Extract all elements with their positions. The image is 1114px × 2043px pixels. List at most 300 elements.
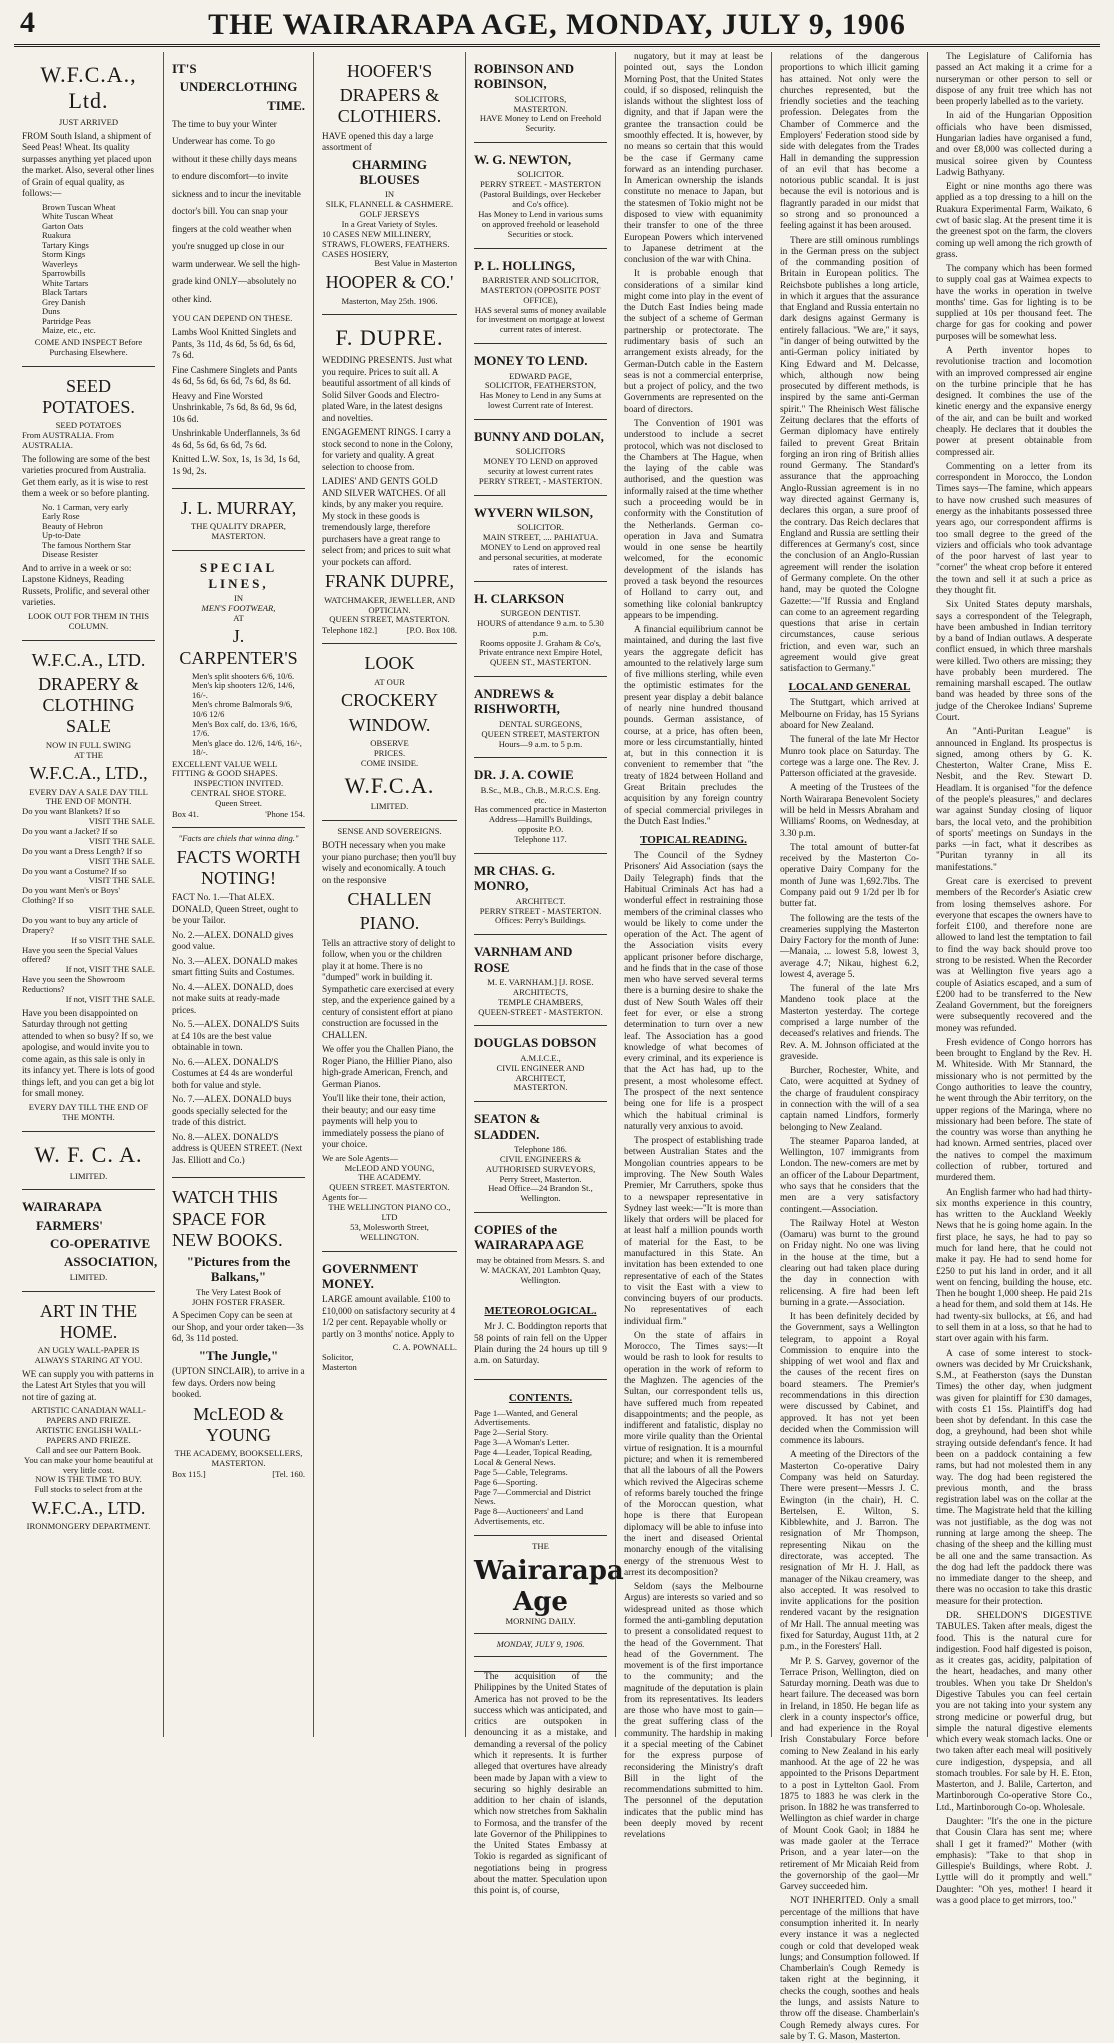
question-text: Have you seen the Showroom Reductions? <box>22 974 126 995</box>
murray-ad <box>172 489 305 551</box>
ad-phone: Telephone 182.] <box>322 625 378 636</box>
ad-brand-2: W.F.C.A., LTD., <box>29 763 148 784</box>
ad-footer: EVERY DAY TILL THE END OF THE MONTH. <box>28 1101 149 1122</box>
article-paragraph: Mr P. S. Garvey, governor of the Terrace Prison, Wellington, died on Saturday morning. Death was due to heart failure. The deceased was born in Ireland, in 1850. He began life as clerk in a county inspector's office, and had experience in the Royal Irish Constabulary Force before coming to New Zealand in his early manhood. At the age of 22 he was appointed to the Prisons Department to a post in Lyttelton Gaol. From 1875 to 1883 he was clerk in the prison. In 1882 he was transferred to Wellington as chief warder in charge of Mount Cook Gaol; in 1884 he was made gaoler at the Terrace Prison, and a year later—on the retirement of Mr Micaiah Reid from the governorship of the gaol—Mr Garvey succeeded him. <box>780 1656 919 1893</box>
professional-card <box>474 854 607 935</box>
ad-like: You'll like their tone, their action, their beauty; and our easy time payments will help you to immediately possess the piano of your choice. <box>322 1093 446 1150</box>
list-item: Brown Tuscan Wheat <box>42 201 116 212</box>
grain-list <box>22 203 155 336</box>
local-general-title: LOCAL AND GENERAL <box>788 681 911 694</box>
ad-subtitle: AN UGLY WALL-PAPER IS ALWAYS STARING AT YOU. <box>34 1345 143 1365</box>
card-line: CIVIL ENGINEER AND ARCHITECT, <box>496 1062 585 1083</box>
ad-body: The time to buy your Winter Underwear has come. To go without it these chilly days means to endure discomfort—to invite sickness and to incur the inevitable doctor's bill. You can snap your fingers at the cold weather when you're snugged up close in our warm underwear. We sell the high-grade kind ONLY—absolutely no other kind. <box>172 118 301 304</box>
article-paragraph: There are still ominous rumblings in the German press on the subject of the commanding position of Britain in European politics. The Reichsbote publishes a long article, in which it argues that the assurance that England and Russia entertain no dark designs against Germany is entirely fallacious. "We are," it says, "in danger of being outwitted by the anti-German policy initiated by King Edward and M. Delcasse, which, although now being prosecuted by different methods, is inspired by the same anti-German spirit." The Rheinisch West fälische Zeitung declares that the efforts of German diplomacy have entirely failed to prevent Great Britain forging an iron ring of British allies round Germany. The Standard's assurance that the approaching Anglo-Russian agreement is in no way directed against Germany is, declares this organ, a sure proof of the contrary. Das Reich declares that England and Russia are settling their differences at Germany's cost, since the conclusion of an Anglo-Russian agreement will render the isolation of Germany complete. On the other hand, may be quoted the Cologne Gazette:—"If Russia and England can come to an agreement regarding questions that arise in certain circumstances, cause serious friction, and even war, such an agreement would give great satisfaction to Germany." <box>780 235 919 675</box>
ad-come: COME INSIDE. <box>360 757 419 768</box>
ad-brand: W.F.C.A., LTD. <box>31 649 146 670</box>
list-item: Maize, etc., etc. <box>42 325 96 336</box>
ad-charming: CHARMING BLOUSES <box>351 156 428 188</box>
list-item: Unshrinkable Underflannels, 3s 6d 4s 6d, 5s 6d, 6s 6d, 7s 6d. <box>172 428 301 450</box>
ad-at: AT <box>233 612 244 623</box>
ad-latest: The Very Latest Book of <box>196 1286 281 1297</box>
card-line: Rooms opposite J. Graham & Co's, Private entrance next Empire Hotel, QUEEN ST., MASTERTON. <box>478 637 603 668</box>
ad-origin: From AUSTRALIA. From AUSTRALIA. <box>22 430 114 450</box>
ad-tel: [Tel. 160. <box>272 1468 305 1479</box>
card-line: MONEY to Lend on approved real and personal securities, at moderate rates of interest. <box>479 541 602 572</box>
ad-footer: LOOK OUT FOR THEM IN THIS COLUMN. <box>27 610 150 631</box>
card-name: W. G. NEWTON, <box>474 152 572 168</box>
card-line: MAIN STREET, .... PAHIATUA. <box>482 532 599 543</box>
ad-phone: 'Phone 154. <box>265 808 305 819</box>
question-answer: If not, VISIT THE SALE. <box>65 964 155 975</box>
ad-town: Masterton <box>322 1361 357 1372</box>
card-name: H. CLARKSON <box>474 590 565 606</box>
list-item: Duns <box>42 306 60 317</box>
ad-brand: W.F.C.A., LTD. <box>31 1498 146 1519</box>
contents-item: Page 5—Cable, Telegrams. <box>474 1466 568 1477</box>
article-paragraph: NOT INHERITED. Only a small percentage of the millions that have consumption inherited it. In nearly every instance it was a neglected cough or cold that developed weak lungs; and Consumption followed. If Chamberlain's Cough Remedy is taken right at the beginning, it checks the cough, soothes and heals the lungs, and assists Nature to throw off the disease. Chamberlain's Cough Remedy always cures. For sale by T. G. Mason, Masterton. <box>780 1896 919 2042</box>
ad-street: 53, Molesworth Street, <box>350 1221 429 1232</box>
ad-limited: LIMITED. <box>370 801 409 812</box>
fact-item: No. 6.—ALEX. DONALD'S Costumes at £4 4s are wonderful both for value and style. <box>172 1056 293 1090</box>
list-item: Heavy and Fine Worsted Unshrinkable, 7s 6d, 8s 6d, 9s 6d, 10s 6d. <box>172 390 297 424</box>
list-item: Men's split shooters 6/6, 10/6. <box>192 670 295 681</box>
question-text: Do you want Men's or Boys' Clothing? If so <box>22 885 120 906</box>
ad-item-1: ARTISTIC CANADIAN WALL-PAPERS AND FRIEZE. <box>31 1405 146 1426</box>
masthead <box>14 0 1100 47</box>
question-text: Do you want Blankets? If so <box>22 806 121 817</box>
ad-disappointed: Have you been disappointed on Saturday through not getting attended to when so busy? If so, we apologise, and would invite you to come again, as this sale is only in its infancy yet. There is lots of good things left, and you can get a big lot for small money. <box>22 1007 155 1099</box>
article-paragraph: On the state of affairs in Morocco, The Times says:—It would be rash to look for results to operation in the work of reform to the Maghzen. The agencies of the Sultan, our correspondent tells us, have suffered much from repeated disappointments; and the people, as indifferent and fatalistic, display no more virile quality than the Oriental virtue of resignation. It is a mournful picture; and when it is remembered that all the labours of all the Powers which revived the Algeciras scheme of reforms barely touched the fringe of the Moroccan question, what hope is there that European diplomacy will be able to infuse into the inert and diseased Oriental monarchy enough of the vitalising energy of the strenuous West to arrest its decomposition? <box>624 1330 763 1578</box>
ad-golf: GOLF JERSEYS <box>359 209 420 220</box>
professional-card <box>474 344 607 420</box>
list-item: The famous Northern Star Disease Resister <box>42 539 131 560</box>
list-item: Garton Oats <box>42 220 84 231</box>
ad-engagement: ENGAGEMENT RINGS. I carry a stock second to none in the Colony, for variety and quality. A great selection to choose from. <box>322 427 453 472</box>
section-title: METEOROLOGICAL. <box>484 1305 597 1318</box>
ad-firm: HOOPER & CO.' <box>325 272 454 293</box>
article-paragraph: Daughter: "It's the one in the picture that Cousin Clara has sent me; where shall I get it framed?" Mother (with emphasis): "Take to that shop in Gillespie's Buildings, where Robt. J. Lyttle will do it promptly and well." Daughter: "Oh yes, mother! I heard it was a good place to get mirrors, too." <box>936 1817 1092 1906</box>
underwear-list <box>172 327 305 477</box>
list-item: Beauty of Hebron <box>42 520 103 531</box>
ad-title: FACTS WORTH NOTING! <box>176 846 301 889</box>
card-line: A.M.I.C.E., <box>520 1052 561 1063</box>
list-item: Storm Kings <box>42 249 86 260</box>
card-line: MASTERTON. <box>513 103 568 114</box>
ad-title: GOVERNMENT MONEY. <box>322 1260 418 1291</box>
card-line: Head Office—24 Brandon St., Wellington. <box>488 1183 593 1204</box>
wfca-grain-ad <box>22 52 155 367</box>
card-name: DOUGLAS DOBSON <box>474 1035 597 1051</box>
card-name: SEATON & SLADDEN. <box>474 1111 541 1142</box>
card-line: SOLICITOR, FEATHERSTON, <box>484 380 597 391</box>
ad-body: WE can supply you with patterns in the Latest Art Styles that you will not tire of gazing at. <box>22 1368 154 1402</box>
card-name: BUNNY AND DOLAN, <box>474 429 604 445</box>
article-paragraph: The funeral of the late Mr Hector Munro took place on Saturday. The cortege was a large one. The Rev. J. Patterson officiated at the graveside. <box>780 735 919 780</box>
card-line: SOLICITOR. <box>517 522 564 533</box>
list-item: Up-to-Date <box>42 530 81 541</box>
carpenter-ad <box>172 551 305 828</box>
nameplate-the: THE <box>532 1541 549 1551</box>
ad-hosiery: CASES HOSIERY, <box>322 248 389 259</box>
article-paragraph: DR. SHELDON'S DIGESTIVE TABULES. Taken after meals, digest the food. This is the natural cure for indigestion. Food half digested is poison, as it creates gas, acidity, palpitation of the heart, headaches, and many other troubles. When you take Dr Sheldon's Digestive Tabules you can feel certain you are not taking into your system any strong medicine or powerful drug, but simple the natural digestive elements which every weak stomach lacks. One or two taken after each meal will positively cure indigestion, dyspepsia, and all stomach troubles. For sale by H. E. Eton, Masterton, and J. Balile, Carterton, and Martinborough Co-operative Store Co., Ltd., Martinborough Co-op. Wholesale. <box>936 1610 1092 1813</box>
question-answer: If not, VISIT THE SALE. <box>65 993 155 1004</box>
card-line: MONEY TO LEND on approved security at lowest current rates <box>483 456 598 477</box>
article-paragraph: In aid of the Hungarian Opposition officials who have been dismissed, Hungarian ladies have organised a fund, and over £8,000 was collected during a musical soiree given by Countess Ladwig Bathyany. <box>936 111 1092 178</box>
card-line: PERRY STREET - MASTERTON. <box>479 905 602 916</box>
farmers-line: FARMERS' <box>36 1217 103 1233</box>
list-item: Sparrowbills <box>42 268 86 279</box>
ad-box: Box 41. <box>172 808 199 819</box>
article-paragraph: An English farmer who had had thirty-six months experience in this country, has written to the Auckland Weekly News that he is going home again. In the first place, he says, he had to pay so much for land here, that he could not make it pay. He had to send home for £250 to put his land in order, and it all went on fencing, building the house, etc. Then he bought 1,000 sheep. He paid 21s a head for them, and sold them at 14s. He had twenty-six bullocks, at £6, and had to sell them in at a loss, so that he had to start over again with his farm. <box>936 1187 1092 1345</box>
column-5 <box>616 52 772 1841</box>
contents-item: Page 6—Sporting. <box>474 1476 538 1487</box>
ad-name: HOOFER'S <box>346 61 433 81</box>
ad-cost: You can make your home beautiful at very little cost. <box>24 1454 153 1475</box>
professional-card <box>474 1102 607 1213</box>
fact-item: No. 7.—ALEX. DONALD buys goods specially selected for the trade of this district. <box>172 1094 292 1128</box>
local-general <box>780 698 919 2043</box>
ad-name: CHALLEN <box>347 889 432 910</box>
underclothing-ad <box>172 52 305 489</box>
farmers-line: WAIRARAPA <box>22 1199 102 1215</box>
article-paragraph: The steamer Paparoa landed, at Wellington, 107 immigrants from London. The new-comers are met by an officer of the Labour Department, who says that he considers that the men are a very satisfactory contingent.—Association. <box>780 1136 919 1215</box>
ad-stocks: Full stocks to select from at the <box>34 1484 143 1495</box>
ad-agents-for: Agents for— <box>322 1192 368 1203</box>
crockery-ad <box>322 644 457 821</box>
card-line: ARCHITECT. <box>515 895 566 906</box>
card-line: ARCHITECTS, <box>512 986 569 997</box>
ad-title: DRAPERY & CLOTHING SALE <box>38 673 139 737</box>
article-paragraph: The Legislature of California has passed an Act making it a crime for a nurseryman or other person to sell or dispose of any fruit tree which has not been properly labelled as to the variety. <box>936 52 1092 108</box>
professional-card <box>474 52 607 143</box>
article-paragraph: The Council of the Sydney Prisoners' Aid Association (says the Daily Telegraph) finds that the Habitual Criminals Act has had a wonderful effect in restraining those members of the criminal classes who would be likely to come under the operation of the Act. The agent of the Association visits every applicant prisoner before discharge, and he finds that in the case of those men who have served several terms there is a burning desire to shake the dust of New South Wales off their feet for ever, or else a strong determination to turn over a new leaf. The Association has a good knowledge of what becomes of every criminal, and its experience is that the Act has had, up to the present, a most wholesome effect. The prospect of the next sentence being one for life is a prospect which the habitual criminal is naturally very anxious to avoid. <box>624 851 763 1132</box>
ad-title: DRAPERS & CLOTHIERS. <box>337 85 442 127</box>
ad-at-our: AT OUR <box>374 676 405 687</box>
ad-brand: W. F. C. A. <box>34 1141 143 1167</box>
list-item: Grey Danish <box>42 296 86 307</box>
article-paragraph: It is probable enough that considerations of a similar kind might come into play in the event of the Dutch East Indies being made the subject of a scheme of German partnership or protectorate. The rudimentary basis of such an arrangement exists already, for the German-Dutch cable in the Eastern seas is not a commercial enterprise, but a project of policy, and the two Governments are represented on the board of directors. <box>624 269 763 415</box>
card-name: ANDREWS & RISHWORTH, <box>474 686 560 717</box>
question-answer: VISIT THE SALE. <box>88 855 155 866</box>
nameplate-daily: MORNING DAILY. <box>505 1616 576 1627</box>
ad-name: C. A. POWNALL. <box>392 1342 457 1353</box>
article-paragraph: Seldom (says the Melbourne Argus) are interests so varied and so widespread united as those which formed the anti-gambling deputation to present a consolidated request to the head of the Government. That head of the Government. The movement is of the first importance to the community; and the magnitude of the deputation is plain from its representatives. Its leaders are those who have most to gain—the great suffering class of the community. The hardship in making it a special meeting of the Cabinet for the express purpose of reconsidering the Ministry's draft Bill in the light of the recommendations submitted to him. The personnel of the deputation indicates that the public mind has been deeply moved by recent revelations <box>624 1582 763 1841</box>
wfca-limited-ad <box>22 1132 155 1191</box>
card-line: (Pastoral Buildings, over Heckeber and Co's office). <box>480 189 601 210</box>
professional-card <box>474 1213 607 1293</box>
article-paragraph: A case of some interest to stock-owners was decided by Mr Cruickshank, S.M., at Featherston (says the Dunstan Times) the other day, when judgment was given for plaintiff for £30 damages, with costs £1 15s. Plaintiff's dog had been shot by defendant. In this case the dog, a greyhound, had been shot while straying outside defendant's fence. It had been on a paddock containing a few rams, but had not molested them in any way. The dog had been registered the previous month, and the brass registration label was on the collar at the time. The Magistrate held that the killing was not justifiable, as the dog was not running at large among the sheep. The chasing of the sheep and the killing must be all one and the same transaction. As the dog had left the paddock there was no immediate danger to the sheep, and there was no occasion to take this drastic measure for their protection. <box>936 1348 1092 1607</box>
card-line: MASTERTON (OPPOSITE POST OFFICE), <box>480 284 601 305</box>
card-line: BARRISTER AND SOLICITOR, <box>482 274 599 285</box>
question-answer: If so VISIT THE SALE. <box>71 934 155 945</box>
card-name: VARNHAM AND ROSE <box>474 944 573 975</box>
article-paragraph: A Perth inventor hopes to revolutionise traction and locomotion with an improved compressed air engine on the turbine principle that he has designed. It combines the use of the kinetic energy and the expansive energy of the air, and can be built and worked cheaply. He declares that it doubles the power at present obtainable from compressed air. <box>936 346 1092 458</box>
ad-straws: STRAWS, FLOWERS, FEATHERS. <box>322 238 450 249</box>
ad-quote: "Facts are chiels that winna ding." <box>178 832 299 843</box>
ad-dept: IRONMONGERY DEPARTMENT. <box>26 1521 151 1532</box>
ad-its: IT'S <box>172 61 197 76</box>
card-line: HAS several sums of money available for investment on mortgage at lowest current rates of interest. <box>474 304 607 335</box>
list-item: Early Rose <box>42 511 80 522</box>
ad-address: QUEEN STREET, MASTERTON. <box>329 614 450 625</box>
question-answer: VISIT THE SALE. <box>88 835 155 846</box>
ad-value: EXCELLENT VALUE WELL FITTING & GOOD SHAPES. <box>172 758 278 779</box>
list-item: Black Tartars <box>42 287 88 298</box>
ad-address: QUEEN STREET. MASTERTON. <box>329 1182 450 1193</box>
ad-depend: YOU CAN DEPEND ON THESE. <box>172 313 293 324</box>
column-6 <box>772 52 928 2042</box>
ad-jungle: "The Jungle," <box>198 1347 279 1363</box>
ad-time: TIME. <box>267 97 305 113</box>
list-item: Ruakura <box>42 230 71 241</box>
article-paragraph: The Stuttgart, which arrived at Melbourne on Friday, has 15 Syrians aboard for New Zealand. <box>780 698 919 731</box>
article-paragraph: A meeting of the Trustees of the North Wairarapa Benevolent Society will be held in Messrs Abraham and Williams' Rooms, on Wednesday, at 3.30 p.m. <box>780 783 919 839</box>
list-item: White Tartars <box>42 277 89 288</box>
ad-academy: THE ACADEMY, BOOKSELLERS, MASTERTON. <box>174 1448 303 1469</box>
variety-list <box>22 503 155 560</box>
contents-item: Page 1—Wanted, and General Advertisements. <box>474 1407 578 1428</box>
professional-card <box>474 677 607 758</box>
professional-card <box>474 496 607 582</box>
card-line: may be obtained from Messrs. S. and W. MACKAY, 201 Lambton Quay, Wellington. <box>476 1254 605 1285</box>
ad-store: CENTRAL SHOE STORE. <box>190 788 287 799</box>
contents-item: Page 8—Auctioneers' and Land Advertisements, etc. <box>474 1506 584 1527</box>
list-item: Knitted L.W. Sox, 1s, 1s 3d, 1s 6d, 1s 9d, 2s. <box>172 454 301 476</box>
list-item: Waverleys <box>42 258 78 269</box>
ad-special: SPECIAL LINES, <box>199 560 278 591</box>
list-item: No. 1 Carman, very early <box>42 501 129 512</box>
fact-item: No. 5.—ALEX. DONALD'S Suits at £4 10s are the best value obtainable in town. <box>172 1019 300 1053</box>
card-line: HAVE Money to Lend on Freehold Security. <box>479 113 602 134</box>
ad-city: WELLINGTON. <box>360 1231 419 1242</box>
professional-card <box>474 420 607 496</box>
professional-card <box>474 249 607 345</box>
card-line: SOLICITOR. <box>517 169 564 180</box>
ad-body: BOTH necessary when you make your piano purchase; then you'll buy wisely and economically. A touch on the responsive <box>322 840 457 885</box>
article-paragraph: A meeting of the Directors of the Masterton Co-operative Dairy Company was held on Saturday. There were present—Messrs J. C. Ewington (in the chair), H. C. Bertelsen, E. Wilton, S. Kibblewhite, and J. Barron. The resignation of Mr Thompson, representing Nikau on the directorate, was accepted. The resignation of Mr H. J. Hall, as manager of the Nikau creamery, was also accepted. It was resolved to invite applications for the position rendered vacant by the resignation of Mr Hall. The annual meeting was fixed for Saturday, August 11th, at 2 p.m., in the Foresters' Hall. <box>780 1450 919 1653</box>
art-in-home-ad <box>22 1292 155 1541</box>
question-answer: VISIT THE SALE. <box>88 875 155 886</box>
article-paragraph: Eight or nine months ago there was applied as a top dressing to a hill on the Ruakura Experimental Farm, Waikato, 6 cwt of basic slag. At the present time it is the greenest spot on the farm, the clovers coming up well among the rich growth of grass. <box>936 182 1092 260</box>
page-number: 4 <box>20 6 35 39</box>
ad-watches: LADIES' AND GENTS GOLD AND SILVER WATCHES. Of all kinds, by any maker you require. My stock in these goods is tremendously large, therefore purchasers have a great range to select from; and prices to suit what your pockets can afford. <box>322 476 451 567</box>
contents-item: Page 3—A Woman's Letter. <box>474 1437 570 1448</box>
topical-reading-title: TOPICAL READING. <box>640 834 747 847</box>
contents-item: Page 2—Serial Story. <box>474 1427 549 1438</box>
ad-title: WATCH THIS SPACE FOR NEW BOOKS. <box>172 1187 283 1250</box>
card-line: HOURS of attendance 9 a.m. to 5.30 p.m. <box>477 617 604 638</box>
ad-title: ART IN THE HOME. <box>39 1300 138 1342</box>
facts-list <box>172 892 305 1166</box>
ad-specimen: A Specimen Copy can be seen at our Shop, and your order taken—3s 6d, 3s 11d posted. <box>172 1310 304 1344</box>
newspaper-title: THE WAIRARAPA AGE, MONDAY, JULY 9, 1906 <box>208 8 906 41</box>
article-paragraph: A financial equilibrium cannot be maintained, and during the last five years the aggregate deficit has amounted to the relatively large sum of five millions sterling, while even the optimistic estimates for the present year display a debit balance of nearly nine hundred thousand pounds. German assistance, of course, at a price, has often been, more or less circumstantially, hinted at, but in this connection it is convenient to remember that "the treaty of 1824 between Holland and Great Britain precludes the acquisition by any foreign country of special commercial privileges in the Dutch East Indies." <box>624 625 763 827</box>
article-paragraph: relations of the dangerous proportions to which illicit gaming has attained. Not only were the churches represented, but the friendly societies and the teaching profession. Delegates from the Chamber of Commerce and the Employers' Federation stood side by side with delegates from the Trades Hall in demanding the suppression of an evil that has become a notorious public scandal. It is just because the evil is notorious and is flagrantly paraded in our midst that so strong and so pronounced a feeling against it has been aroused. <box>780 52 919 232</box>
ad-brand: W.F.C.A., Ltd. <box>40 62 137 113</box>
article-paragraph: The prospect of establishing trade between Australian States and the Mongolian countries appears to be improving. The New South Wales Premier, Mr Carruthers, spoke thus to a newspaper representative in Sydney last week:—"It is more than likely that orders will be placed for at least half a million pounds worth of material for the East, to be manufactured in this State. An invitation has been extended to one representative of each of the States to visit the East with a view to convincing buyers of our products. No representatives of each individual firm." <box>624 1136 763 1327</box>
professional-card <box>474 143 607 248</box>
ad-date: Masterton, May 25th. 1906. <box>341 295 438 306</box>
ad-tells: Tells an attractive story of delight to follow, when you or the children play it at home. There is no "dumped" work in building it. Sympathetic care exercised at every step, and the experience gained by a century of consistent effort at piano construction are focussed in the CHALLEN. <box>322 937 456 1040</box>
list-item: Tartary Kings <box>42 239 89 250</box>
contents-item: Page 4—Leader, Topical Reading, Local & General News. <box>474 1447 592 1467</box>
column-2 <box>164 52 314 1737</box>
article-paragraph: Burcher, Rochester, White, and Cato, were acquitted at Sydney of the charge of fraudulent conspiracy in connection with the will of a sea captain named Lindfors, formerly belonging to New Zealand. <box>780 1066 919 1133</box>
farmers-line: ASSOCIATION, <box>64 1254 158 1270</box>
nameplate-date: MONDAY, JULY 9, 1906. <box>496 1639 585 1650</box>
ad-title: SEED POTATOES. <box>42 375 135 417</box>
ad-academy: THE ACADEMY. <box>358 1172 421 1183</box>
section-title: CONTENTS. <box>508 1391 573 1404</box>
question-answer: VISIT THE SALE. <box>88 905 155 916</box>
list-item: Men's chrome Balmorals 9/6, 10/6 12/6 <box>192 699 293 719</box>
ad-trade: WATCHMAKER, JEWELLER, AND OPTICIAN. <box>324 594 455 615</box>
article-paragraph: It has been definitely decided by the Government, says a Wellington telegram, to appoint a Royal Commission to enquire into the shipping of wet wool and flax and the causes of the recent fires on board steamers. The Premier's recommendations in this direction were discussed by Cabinet, and approved. It has not yet been decided when the Commission will commence its labours. <box>780 1312 919 1447</box>
farmers-lines <box>22 1199 158 1270</box>
question-text: Do you want a Jacket? If so <box>22 826 118 837</box>
question-text: Do you want to buy any article of Drapery? <box>22 914 138 935</box>
card-line: Has commenced practice in Masterton Address—Hamill's Buildings, opposite P.O. <box>474 804 607 835</box>
topical-continued <box>780 52 919 675</box>
contents-item: Page 7—Commercial and District News. <box>474 1486 591 1507</box>
ad-wpc: THE WELLINGTON PIANO CO., LTD <box>328 1202 451 1222</box>
card-name: COPIES of the WAIRARAPA AGE <box>474 1222 584 1253</box>
ad-item-2: ARTISTIC ENGLISH WALL-PAPERS AND FRIEZE. <box>35 1425 142 1445</box>
contents-list <box>474 1409 607 1528</box>
ad-balkans: "Pictures from the Balkans," <box>186 1254 291 1285</box>
ad-body: LARGE amount available. £100 to £10,000 on satisfactory security at 4 1/2 per cent. Repayable wholly or partly on 3 months' notice. Apply to <box>322 1294 456 1339</box>
list-item: Fine Cashmere Singlets and Pants 4s 6d, 5s 6d, 6s 6d, 7s 6d, 8s 6d. <box>172 364 298 387</box>
list-item: Men's glace do. 12/6, 14/6, 16/-, 18/-. <box>192 737 302 758</box>
card-line: CIVIL ENGINEERS & AUTHORISED SURVEYORS, <box>485 1153 596 1174</box>
article-paragraph: Great care is exercised to prevent members of the Recorder's Asiatic crew from losing themselves ashore. For everyone that escapes the owners have to forfeit £100, and therefore none are allowed to land lest the temptation to fail to find the way back should prove too strong to be resisted. When the Recorder was at Wellington five years ago a couple of Asiatics escaped, and a sum of £200 had to be transferred to the New Zealand Government, but the foreigners were subsequently recovered and the money was refunded. <box>936 876 1092 1034</box>
article-paragraph: nugatory, but it may at least be pointed out, says the London Morning Post, that the United States could, if so disposed, relinquish the islands without the slightest loss of dignity, and that if Japan were the grantee the transaction could be smoothly effected. It is, however, by no means so certain that this would be the case if Germany came forward as an intending purchaser. In American ownership the islands constitute no menace to Japan, but the statesmen of Tokio might not be disposed to view with equanimity their transfer to one of the three European Powers which intervened to Japanese detriment at the conclusion of the war with China. <box>624 52 763 266</box>
card-line: Perry Street, Masterton. <box>499 1173 582 1184</box>
card-name: ROBINSON AND ROBINSON, <box>474 61 575 92</box>
card-line: Telephone 186. <box>514 1143 567 1154</box>
question-text: Do you want a Costume? If so <box>22 865 127 876</box>
card-name: MR CHAS. G. MONRO, <box>474 862 555 894</box>
card-line: B.Sc., M.B., Ch.B., M.R.C.S. Eng. etc. <box>480 784 601 805</box>
card-line: Has Money to Lend in various sums on approved freehold or leasehold Securities or stock. <box>478 208 603 239</box>
ad-limited: LIMITED. <box>69 1271 108 1282</box>
dupre-ad <box>322 315 457 644</box>
drapery-sale-ad <box>22 641 155 1132</box>
fact-item: No. 3.—ALEX. DONALD makes smart fitting Suits and Costumes. <box>172 955 298 978</box>
ad-firm: McLEOD & YOUNG <box>193 1403 284 1445</box>
fact-item: No. 4.—ALEX. DONALD, does not make suits at ready-made prices. <box>172 981 294 1015</box>
leader-continued <box>624 52 763 828</box>
article-paragraph: The funeral of the late Mrs Mandeno took place at the Masterton yesterday. The cortege comprised a large number of the deceased's relatives and friends. The Rev. A. M. Johnson officiated at the graveside. <box>780 984 919 1062</box>
ad-sense: SENSE AND SOVEREIGNS. <box>337 826 442 837</box>
card-line: Offices: Perry's Buildings. <box>495 915 586 926</box>
ad-millinery: 10 CASES NEW MILLINERY, <box>322 228 432 239</box>
article-paragraph: Six United States deputy marshals, says a correspondent of the Telegraph, have been ambushed in Indian territory by a band of Indian outlaws. A desperate conflict ensued, in which three marshals were killed. Two others are missing; they have probably been murdered. The remaining marshall escaped. The outlaw band was headed by three sons of the judge of the Cherokee Indians' Supreme Court. <box>936 600 1092 724</box>
challen-ad <box>322 821 457 1251</box>
article-paragraph: The Convention of 1901 was understood to include a secret protocol, which was not disclosed to the Chambers at The Hague, when the laying of the cable was authorised, and the question was informally raised at the time whether such a proceeding would be in conformity with the Constitution of the Netherlands. German co-operation in Java and Sumatra would in one sense be heartily welcomed, for the economic development of the islands has proved a task beyond the resources of Holland to carry out, and something like colonial bankruptcy appears to be impending. <box>624 419 763 621</box>
professional-card <box>474 582 607 678</box>
question-list <box>22 807 155 1005</box>
ad-underclothing: UNDERCLOTHING <box>179 79 298 95</box>
article-paragraph: The following are the tests of the creameries supplying the Masterton Dairy Factory for the month of June:—Manaia, ... lowest 5.8, lowest 3, average 4.7; Nikau, highest 6.2, lowest 4, average 5. <box>780 913 919 980</box>
ad-wedding: WEDDING PRESENTS. Just what you require. Prices to suit all. A beautiful assortment of all kinds of Solid Silver Goods and Electro-plated Ware, in the latest designs and novelties. <box>322 355 453 423</box>
ad-footer: COME AND INSPECT Before Purchasing Elsewhere. <box>34 337 143 357</box>
ad-name-2: FRANK DUPRE, <box>324 571 455 592</box>
leader-article: The acquisition of the Philippines by the United States of America has not proved to be the success which was anticipated, and critics are outspoken in denouncing it as a mistake, and demanding a reversal of the policy which it represents. It is further alleged that overtures have already been made by Japan with a view to securing so highly desirable an addition to her chain of islands, which now stretches from Sakhalin to Formosa, and the transfer of the late Governor of the Philippines to the United States Embassy at Tokio is regarded as significant of negotiations being in progress about the matter. Speculation upon this point is, of course, <box>474 1671 607 1897</box>
ad-trade: THE QUALITY DRAPER, <box>191 521 286 532</box>
list-item: Men's Box calf, do. 13/6, 16/6, 17/6. <box>192 718 298 739</box>
fact-item: No. 8.—ALEX. DONALD'S address is QUEEN STREET. (Next Jas. Elliott and Co.) <box>172 1131 303 1165</box>
list-item: Partridge Peas <box>42 315 91 326</box>
ad-brand: W.F.C.A. <box>344 772 435 798</box>
ad-intro: HAVE opened this day a large assortment of <box>322 130 434 153</box>
card-line: Has Money to Lend in any Sums at lowest Current rate of Interest. <box>479 390 602 411</box>
ad-street: Queen Street. <box>215 798 262 809</box>
ad-intro: The following are some of the best varieties procured from Australia. Get them early, as it is wise to rest them a week or so before planting. <box>22 453 151 499</box>
ad-every-day: EVERY DAY A SALE DAY TILL THE END OF MONTH. <box>29 786 148 807</box>
card-line: Telephone 117. <box>514 834 567 845</box>
ad-author: JOHN FOSTER FRASER. <box>192 1296 285 1307</box>
ad-name: J. L. MURRAY, <box>180 498 297 519</box>
ad-subhead: JUST ARRIVED <box>58 116 119 127</box>
question-answer: VISIT THE SALE. <box>88 816 155 827</box>
card-line: SOLICITORS, <box>514 93 567 104</box>
card-line: PERRY STREET, - MASTERTON. <box>478 475 603 486</box>
ad-footwear: MEN'S FOOTWEAR, <box>201 602 276 613</box>
card-line: SURGEON DENTIST. <box>500 607 581 618</box>
farmers-line: CO-OPERATIVE <box>50 1236 151 1252</box>
column-4 <box>466 52 624 1897</box>
ad-inspection: INSPECTION INVITED. <box>193 778 284 789</box>
ad-window: WINDOW. <box>348 714 431 735</box>
article-paragraph: The company which has been formed to supply coal gas at Waimea expects to have the works in operation in twelve months' time. Gas for lighting is to be supplied at 10s per thousand feet. The charge for gas for cooking and power purposes will be somewhat less. <box>936 264 1092 342</box>
article-paragraph: Commenting on a letter from its correspondent in Morocco, the London Times says—The famine, which appears to have now crushed such measures of energy as the inhabitants possessed three years ago, our correspondent affirms is too small degree to the greed of the viziers and officials who took advantage of the poor harvest of last year to "corner" the wheat crop before it entered the town and sell it at such a price as they thought fit. <box>936 461 1092 596</box>
ad-note: And to arrive in a week or so: Lapstone Kidneys, Reading Russets, Prolific, and several other varieties. <box>22 562 150 608</box>
ad-intro: FROM South Island, a shipment of Seed Peas! Wheat. Its quality surpasses anything yet placed upon the market. Also, several other lines of Grain of equal quality, as follows:— <box>22 130 154 199</box>
nameplate-title: Wairarapa Age <box>474 1555 624 1617</box>
ad-solicitor: Solicitor, <box>322 1352 354 1363</box>
card-name: P. L. HOLLINGS, <box>474 257 576 273</box>
section-body: Mr J. C. Boddington reports that 58 points of rain fell on the Upper Plain during the 24 hours up till 9 a.m. on Saturday. <box>474 1322 607 1367</box>
fact-item: No. 2.—ALEX. DONALD gives good value. <box>172 929 294 952</box>
card-line: SOLICITORS <box>515 446 566 457</box>
column-3 <box>314 52 466 1737</box>
ad-limited: LIMITED. <box>69 1170 108 1181</box>
ad-swing: NOW IN FULL SWING <box>45 739 132 750</box>
ad-pattern: Call and see our Pattern Book. <box>35 1444 141 1455</box>
ad-agents: We are Sole Agents— <box>322 1152 398 1163</box>
list-item: Lambs Wool Knitted Singlets and Pants, 3s 11d, 4s 6d, 5s 6d, 6s 6d, 7s 6d. <box>172 327 297 361</box>
ad-offer: We offer you the Challen Piano, the Roger Piano, the Hillier Piano, also high-grade American, French, and German Pianos. <box>322 1044 454 1089</box>
ad-observe: OBSERVE <box>370 737 409 748</box>
ad-in: IN <box>384 189 395 200</box>
columns <box>14 52 1100 2042</box>
card-line: MASTERTON. <box>513 1082 568 1093</box>
article-paragraph: The total amount of butter-fat received by the Masterton Co-operative Dairy Company for the month of June was 1,692.7lbs. The Company paid out 9 1/2d per lb for butter fat. <box>780 842 919 910</box>
card-line: PERRY STREET. - MASTERTON <box>479 179 602 190</box>
farmers-ad <box>22 1190 158 1291</box>
card-line: Hours—9 a.m. to 5 p.m. <box>498 738 583 749</box>
ad-in: IN <box>233 592 244 603</box>
card-name: DR. J. A. COWIE <box>474 767 574 783</box>
column-7 <box>928 52 1100 1906</box>
ad-now: NOW IS THE TIME TO BUY. <box>35 1474 142 1485</box>
card-line: EDWARD PAGE, <box>509 370 572 381</box>
professional-cards <box>474 52 607 1293</box>
seed-potatoes-ad <box>22 367 155 641</box>
question-text: Do you want a Dress Length? If so <box>22 845 143 856</box>
ad-prices: PRICES. <box>373 747 406 758</box>
